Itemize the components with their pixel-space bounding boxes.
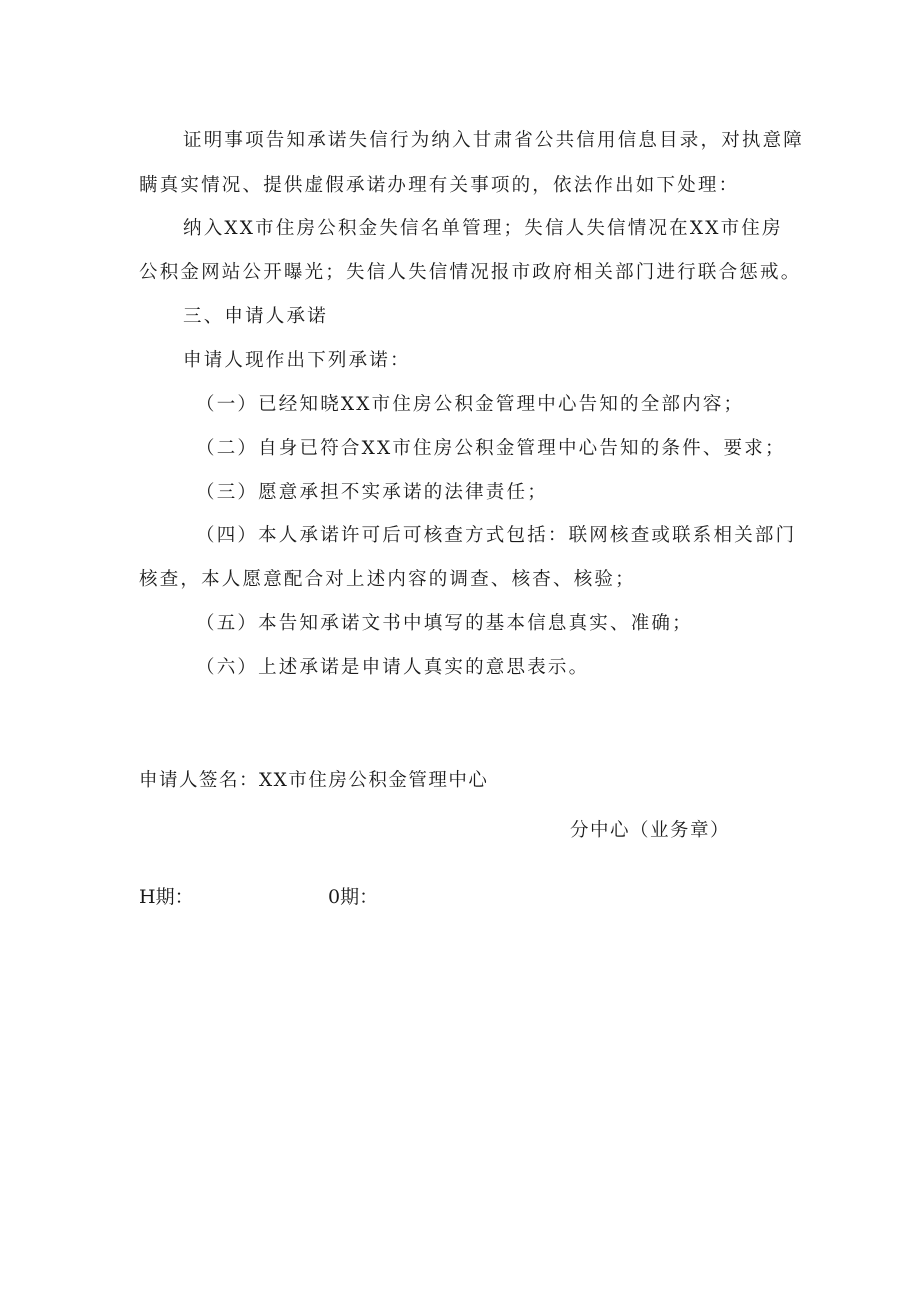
commitment-item-3: （三）愿意承担不实承诺的法律责任； bbox=[196, 482, 548, 503]
commitment-item-5: （五）本告知承诺文书中填写的基本信息真实、准确； bbox=[196, 613, 693, 634]
paragraph-line-6: 申请人现作出下列承诺： bbox=[183, 350, 411, 371]
paragraph-line-4: 公积金网站公开曝光；失信人失信情况报市政府相关部门进行联合惩戒。 bbox=[139, 262, 802, 283]
commitment-item-4-cont: 核查，本人愿意配合对上述内容的调查、核杳、核验； bbox=[139, 569, 636, 590]
commitment-item-2: （二）自身已符合XX市住房公积金管理中心告知的条件、要求； bbox=[196, 438, 786, 459]
center-date-label: 0期： bbox=[328, 886, 379, 908]
paragraph-line-2: 瞒真实情况、提供虚假承诺办理有关事项的，依法作出如下处理： bbox=[139, 175, 740, 196]
applicant-signature-line: 申请人签名：XX市住房公积金管理中心 bbox=[139, 770, 489, 791]
commitment-item-1: （一）已经知晓XX市住房公积金管理中心告知的全部内容； bbox=[196, 394, 745, 415]
section-heading: 三、申请人承诺 bbox=[183, 306, 328, 327]
paragraph-line-1: 证明事项告知承诺失信行为纳入甘肃省公共信用信息目录，对执意障 bbox=[183, 130, 805, 151]
branch-seal-label: 分中心（业务章） bbox=[570, 820, 731, 841]
applicant-date-label: H期： bbox=[139, 886, 194, 908]
commitment-item-4: （四）本人承诺许可后可核查方式包括：联网核查或联系相关部门 bbox=[196, 525, 797, 546]
commitment-item-6: （六）上述承诺是申请人真实的意思表示。 bbox=[196, 657, 590, 678]
paragraph-line-3: 纳入XX市住房公积金失信名单管理；失信人失信情况在XX市住房 bbox=[183, 218, 783, 239]
